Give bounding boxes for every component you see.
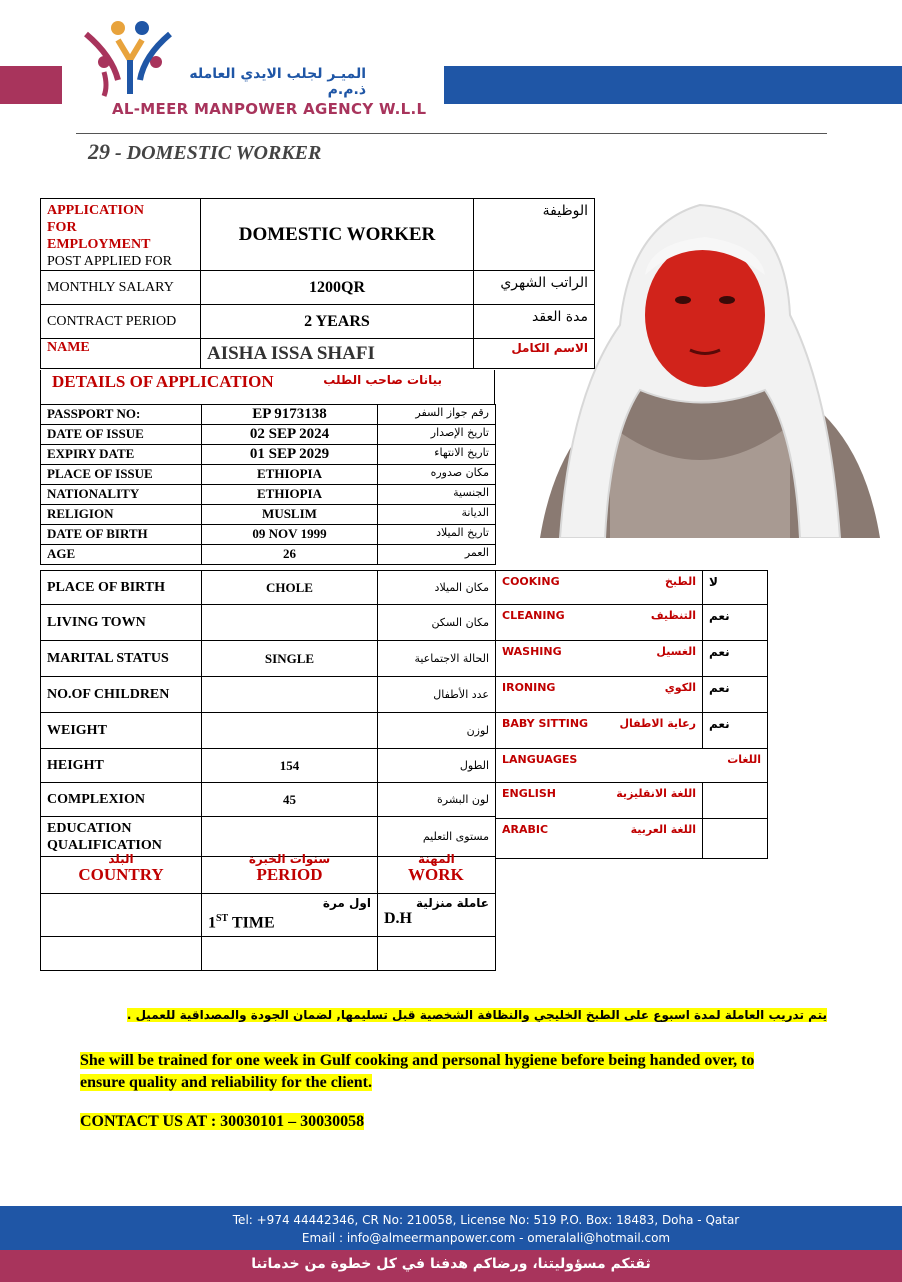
detail-label-ar: الجنسية <box>378 485 496 505</box>
details-table <box>40 404 496 565</box>
table-row <box>41 425 496 445</box>
personal-table <box>40 570 496 857</box>
language-name-en: ENGLISH <box>502 787 556 800</box>
salary-value: 1200QR <box>201 271 474 305</box>
table-row <box>41 783 496 817</box>
contract-label-ar: مدة العقد <box>474 305 595 339</box>
languages-header <box>496 749 768 783</box>
salary-label-ar: الراتب الشهري <box>474 271 595 305</box>
skill-row <box>496 641 768 677</box>
header-band-right <box>444 66 902 104</box>
detail-label-ar: الديانة <box>378 505 496 525</box>
header-divider <box>76 133 827 134</box>
languages-label-ar: اللغات <box>727 753 761 766</box>
footer-slogan: ثقتكم مسؤوليتنا، ورضاكم هدفنا في كل خطوة من خدماتنا <box>0 1250 902 1282</box>
personal-value <box>202 677 378 713</box>
skill-row <box>496 571 768 605</box>
detail-value: 02 SEP 2024 <box>202 425 378 445</box>
skill-answer: نعم <box>703 713 768 749</box>
page-title-number: 29 <box>88 139 110 164</box>
skill-name-en: COOKING <box>502 575 560 588</box>
personal-label-ar: مكان الميلاد <box>378 571 496 605</box>
personal-label-ar: مكان السكن <box>378 605 496 641</box>
footer-line-1: Tel: +974 44442346, CR No: 210058, License No: 519 P.O. Box: 18483, Doha - Qatar <box>232 1213 740 1227</box>
name-label-ar: الاسم الكامل <box>474 339 595 369</box>
table-row <box>41 525 496 545</box>
table-row <box>41 445 496 465</box>
detail-label: DATE OF BIRTH <box>41 525 202 545</box>
contract-label: CONTRACT PERIOD <box>41 305 201 339</box>
personal-label: NO.OF CHILDREN <box>41 677 202 713</box>
detail-value: 26 <box>202 545 378 565</box>
experience-work-value: D.H <box>384 909 412 927</box>
table-row <box>41 641 496 677</box>
language-answer <box>703 819 768 859</box>
table-row <box>41 465 496 485</box>
personal-label: HEIGHT <box>41 749 202 783</box>
language-name-ar: اللغة الانقليزية <box>616 787 696 800</box>
skill-row <box>496 713 768 749</box>
logo-arabic-text: الميـر لجلب الايدي العامله ذ.م.م <box>189 66 366 98</box>
contract-value: 2 YEARS <box>201 305 474 339</box>
details-heading: DETAILS OF APPLICATION <box>52 372 274 391</box>
skill-name-ar: الكوي <box>664 681 696 694</box>
detail-label-ar: رقم جواز السفر <box>378 405 496 425</box>
post-value: DOMESTIC WORKER <box>201 199 474 271</box>
experience-period-text: TIME <box>228 913 275 931</box>
table-row <box>41 571 496 605</box>
detail-label: DATE OF ISSUE <box>41 425 202 445</box>
detail-label: NATIONALITY <box>41 485 202 505</box>
application-table <box>40 198 595 369</box>
skill-answer: لا <box>703 571 768 605</box>
experience-country <box>41 893 202 936</box>
table-row <box>41 605 496 641</box>
skill-name-ar: رعاية الاطفال <box>619 717 696 730</box>
page-title-text: - DOMESTIC WORKER <box>110 142 322 164</box>
skill-name-ar: الطبخ <box>664 575 696 588</box>
personal-label: PLACE OF BIRTH <box>41 571 202 605</box>
personal-value: SINGLE <box>202 641 378 677</box>
personal-label: COMPLEXION <box>41 783 202 817</box>
contact-line <box>80 1113 364 1131</box>
table-row <box>41 485 496 505</box>
detail-value: 09 NOV 1999 <box>202 525 378 545</box>
header-band-left <box>0 66 62 104</box>
table-row <box>41 713 496 749</box>
skill-name-en: WASHING <box>502 645 562 658</box>
empty-cell <box>41 936 202 970</box>
period-header-ar: سنوات الخبرة <box>248 852 331 866</box>
skill-name <box>496 571 703 605</box>
experience-row-empty <box>41 936 496 970</box>
detail-label-ar: العمر <box>378 545 496 565</box>
country-header-label: COUNTRY <box>78 865 164 884</box>
post-label-cell <box>41 199 201 271</box>
table-row <box>41 405 496 425</box>
detail-label: AGE <box>41 545 202 565</box>
empty-cell <box>202 936 378 970</box>
personal-label-ar: عدد الأطفال <box>378 677 496 713</box>
skill-name-ar: الغسيل <box>656 645 696 658</box>
personal-label-ar: الحالة الاجتماعية <box>378 641 496 677</box>
post-label: POST APPLIED FOR <box>47 254 173 269</box>
empty-cell <box>378 936 496 970</box>
experience-row <box>41 893 496 936</box>
language-row <box>496 819 768 859</box>
skill-name-en: IRONING <box>502 681 556 694</box>
personal-label: MARITAL STATUS <box>41 641 202 677</box>
skill-name <box>496 605 703 641</box>
languages-label: LANGUAGES <box>502 753 578 766</box>
experience-work <box>378 893 496 936</box>
period-header-label: PERIOD <box>256 865 323 884</box>
personal-value: 154 <box>202 749 378 783</box>
table-row <box>41 545 496 565</box>
footer-line-2: Email : info@almeermanpower.com - omeralali@hotmail.com <box>301 1231 671 1245</box>
detail-value: ETHIOPIA <box>202 465 378 485</box>
language-answer <box>703 783 768 819</box>
detail-label: PASSPORT NO: <box>41 405 202 425</box>
skill-row <box>496 605 768 641</box>
table-row <box>41 749 496 783</box>
skill-name <box>496 641 703 677</box>
personal-label: EDUCATION QUALIFICATION <box>41 817 202 857</box>
skill-name-ar: التنظيف <box>650 609 696 622</box>
experience-period-ar: اول مرة <box>322 895 371 910</box>
skill-row <box>496 677 768 713</box>
skill-name-en: CLEANING <box>502 609 565 622</box>
experience-table <box>40 850 496 971</box>
contact-text: CONTACT US AT : 30030101 – 30030058 <box>80 1113 365 1130</box>
work-header-label: WORK <box>408 865 464 884</box>
country-header-ar: البلد <box>108 852 134 866</box>
experience-header-row <box>41 850 496 893</box>
experience-period-sup: ST <box>216 912 229 924</box>
detail-value: ETHIOPIA <box>202 485 378 505</box>
detail-value: 01 SEP 2029 <box>202 445 378 465</box>
skill-name-en: BABY SITTING <box>502 717 589 730</box>
training-note-en <box>80 1050 792 1094</box>
experience-period <box>202 893 378 936</box>
application-heading: APPLICATION FOR EMPLOYMENT <box>47 203 151 252</box>
personal-label: LIVING TOWN <box>41 605 202 641</box>
detail-value: MUSLIM <box>202 505 378 525</box>
personal-label-ar: لون البشرة <box>378 783 496 817</box>
skill-answer: نعم <box>703 677 768 713</box>
period-header <box>202 850 378 893</box>
detail-label-ar: تاريخ الانتهاء <box>378 445 496 465</box>
country-header <box>41 850 202 893</box>
personal-value <box>202 605 378 641</box>
personal-label: WEIGHT <box>41 713 202 749</box>
skills-table <box>495 570 768 859</box>
detail-label: RELIGION <box>41 505 202 525</box>
salary-label: MONTHLY SALARY <box>41 271 201 305</box>
detail-label-ar: مكان صدوره <box>378 465 496 485</box>
detail-value: EP 9173138 <box>202 405 378 425</box>
personal-value <box>202 713 378 749</box>
language-name <box>496 783 703 819</box>
training-note-ar <box>124 1008 827 1022</box>
detail-label: PLACE OF ISSUE <box>41 465 202 485</box>
languages-header-row <box>496 749 768 783</box>
personal-label-ar: الطول <box>378 749 496 783</box>
language-name-ar: اللغة العربية <box>630 823 696 836</box>
name-value: AISHA ISSA SHAFI <box>201 339 474 369</box>
experience-period-num: 1 <box>208 913 216 931</box>
details-heading-ar: بيانات صاحب الطلب <box>323 373 442 387</box>
table-row <box>41 677 496 713</box>
skill-name <box>496 677 703 713</box>
language-name <box>496 819 703 859</box>
skill-answer: نعم <box>703 641 768 677</box>
personal-label-ar: مستوى التعليم <box>378 817 496 857</box>
language-name-en: ARABIC <box>502 823 549 836</box>
skill-answer: نعم <box>703 605 768 641</box>
footer-contact <box>0 1206 902 1250</box>
skill-name <box>496 713 703 749</box>
detail-label-ar: تاريخ الإصدار <box>378 425 496 445</box>
post-label-ar: الوظيفة <box>474 199 595 271</box>
logo-english-text: AL-MEER MANPOWER AGENCY W.L.L <box>112 100 427 118</box>
page-title <box>88 139 321 165</box>
personal-value: CHOLE <box>202 571 378 605</box>
name-label: NAME <box>41 339 201 369</box>
language-row <box>496 783 768 819</box>
training-note-ar-text: يتم تدريب العاملة لمدة اسبوع على الطبخ الخليجي والنظافة الشخصية قبل تسليمها, لضمان الجودة والمصداقية للعميل . <box>126 1008 827 1022</box>
personal-value: 45 <box>202 783 378 817</box>
work-header <box>378 850 496 893</box>
table-row <box>41 505 496 525</box>
personal-label-ar: لوزن <box>378 713 496 749</box>
work-header-ar: المهنة <box>418 852 455 866</box>
detail-label: EXPIRY DATE <box>41 445 202 465</box>
details-heading-row <box>40 370 495 404</box>
experience-work-ar: عاملة منزلية <box>416 895 489 910</box>
training-note-en-text: She will be trained for one week in Gulf cooking and personal hygiene before being handed over, to ensure quality and reliability for the client. <box>80 1052 755 1091</box>
detail-label-ar: تاريخ الميلاد <box>378 525 496 545</box>
